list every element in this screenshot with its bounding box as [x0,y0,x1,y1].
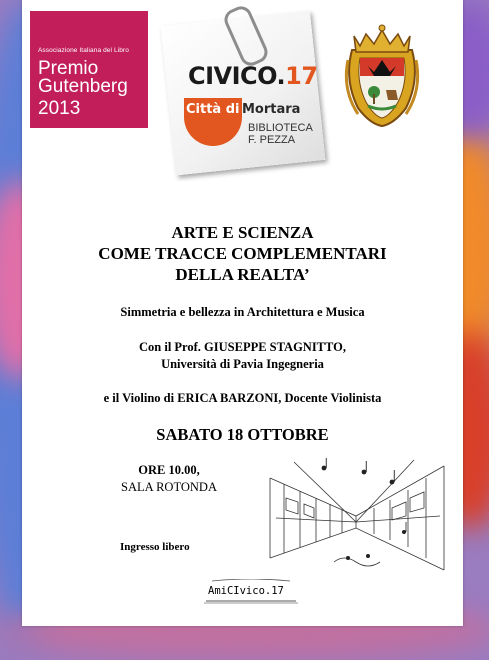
civico-title [188,62,318,90]
event-time [94,462,244,496]
amicivico-logo [202,579,300,605]
civico17-logo [156,6,340,172]
event-room: SALA ROTONDA [121,480,217,494]
citta-label: Città di [186,102,240,117]
mortara-label: Mortara [242,102,301,117]
violin-line: e il Violino di ERICA BARZONI, Docente Violinista [103,391,382,405]
flyer-sheet [22,0,463,626]
entry-note: Ingresso libero [120,541,190,553]
event-hour: ORE 10.00, [138,463,200,477]
speaker-affiliation: Università di Pavia Ingegneria [161,357,324,371]
title-line1: ARTE E SCIENZA [171,223,314,242]
speaker-name: GIUSEPPE STAGNITTO, [204,340,346,354]
premio-line1: Premio [38,58,99,79]
title-line2: COME TRACCE COMPLEMENTARI [98,244,387,263]
amicivico-text: AmiCIvico.17 [208,585,284,597]
civico-name: CIVICO. [188,62,286,90]
biblioteca-line: BIBLIOTECA [248,122,313,134]
title-line3: DELLA REALTA’ [175,265,310,284]
biblioteca-label [248,122,313,146]
premio-line2: Gutenberg [38,76,128,97]
pezza-line: F. PEZZA [248,134,296,146]
speaker-prefix: Con il Prof. [139,340,205,354]
mortara-coat-of-arms-icon [344,20,420,128]
premio-association: Associazione Italiana del Libro [38,47,129,54]
civico-number: 17 [285,62,318,90]
architecture-music-sketch [264,458,452,576]
premio-year: 2013 [38,98,81,119]
event-date: SABATO 18 OTTOBRE [156,425,329,444]
premio-gutenberg-logo [30,11,148,128]
subtitle: Simmetria e bellezza in Architettura e Musica [120,305,365,319]
speaker-line [22,340,463,355]
